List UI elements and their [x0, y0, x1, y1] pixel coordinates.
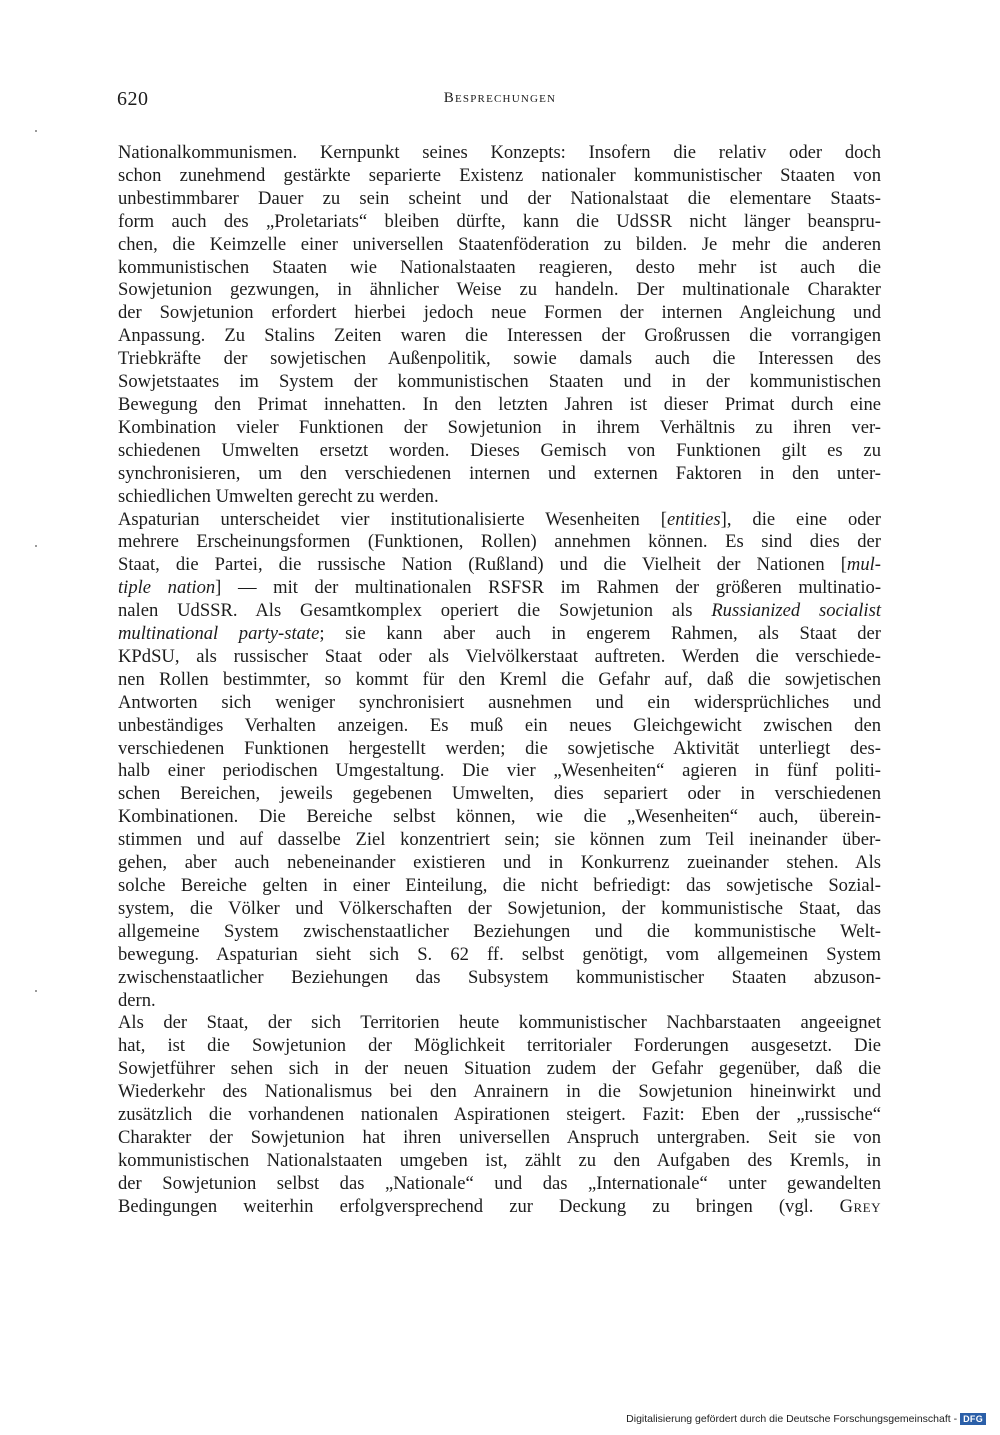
text-line: stimmen und auf dasselbe Ziel konzentriert sein; sie können zum Teil ineinander über- [118, 829, 881, 851]
text-line: chen, die Keimzelle einer universellen Staatenföderation zu bilden. Je mehr die anderen [118, 233, 881, 255]
text-line: Sowjetführer sehen sich in der neuen Situation zudem der Gefahr gegenüber, daß die [118, 1058, 881, 1080]
text-line: Anpassung. Zu Stalins Zeiten waren die Interessen der Großrussen die vorrangigen [118, 325, 881, 347]
text-line: schiedenen Umwelten ersetzt worden. Dieses Gemisch von Funktionen gilt es zu [118, 439, 881, 461]
text-line: Kombination vieler Funktionen der Sowjetunion in ihrem Verhältnis zu ihren ver- [118, 416, 881, 438]
text-line: system, die Völker und Völkerschaften der Sowjetunion, der kommunistische Staat, das [118, 897, 881, 919]
footer-credit [626, 1413, 986, 1425]
italic-term: tiple nation [118, 577, 216, 599]
text-line [118, 577, 881, 600]
paragraph-2 [118, 509, 881, 1013]
text-line: bewegung. Aspaturian sieht sich S. 62 ff. selbst genötigt, vom allgemeinen System [118, 943, 881, 965]
text-run: Bedingungen weiterhin erfolgversprechend zur Deckung zu bringen (vgl. [118, 1195, 840, 1217]
margin-mark [35, 990, 37, 992]
text-line: kommunistischen Nationalstaaten umgeben ist, zählt zu den Aufgaben des Kremls, in [118, 1149, 881, 1171]
text-line: der Sowjetunion selbst das „Nationale“ und das „Internationale“ unter gewandelten [118, 1172, 881, 1194]
paragraph-1 [118, 142, 881, 509]
text-line [118, 509, 881, 532]
text-line: zusätzlich die vorhandenen nationalen Aspirationen steigert. Fazit: Eben der „russische“ [118, 1104, 881, 1126]
text-line: zwischenstaatlicher Beziehungen das Subsystem kommunistischer Staaten abzuson- [118, 966, 881, 988]
margin-mark [35, 130, 37, 132]
text-line: Sowjetstaates im System der kommunistischen Staaten und in der kommunistischen [118, 371, 881, 393]
author-name: Grey [839, 1195, 881, 1217]
text-line: Wiederkehr des Nationalismus bei den Anrainern in die Sowjetunion hineinwirkt und [118, 1081, 881, 1103]
page-number: 620 [117, 88, 149, 110]
text-line: halb einer periodischen Umgestaltung. Die vier „Wesenheiten“ agieren in fünf politi- [118, 760, 881, 782]
text-line: Als der Staat, der sich Territorien heute kommunistischer Nachbarstaaten angeeignet [118, 1012, 881, 1034]
text-line: hat, ist die Sowjetunion der Möglichkeit territorialer Forderungen ausgesetzt. Die [118, 1035, 881, 1057]
text-run: ], die eine oder [720, 508, 881, 530]
text-line: schon zunehmend gestärkte separierte Existenz nationaler kommunistischer Staaten von [118, 164, 881, 186]
text-line: KPdSU, als russischer Staat oder als Vielvölkerstaat auftreten. Werden die verschiede- [118, 645, 881, 667]
text-line [118, 623, 881, 646]
text-run: ] — mit der multinationalen RSFSR im Rahmen der größeren multinatio- [215, 577, 882, 599]
text-line [118, 600, 881, 623]
text-run: nalen UdSSR. Als Gesamtkomplex operiert die Sowjetunion als [118, 600, 712, 622]
text-line: Kombinationen. Die Bereiche selbst können, wie die „Wesenheiten“ auch, überein- [118, 806, 881, 828]
dfg-logo-icon: DFG [960, 1413, 986, 1425]
text-line: form auch des „Proletariats“ bleiben dürfte, kann die UdSSR nicht länger beanspru- [118, 210, 881, 232]
body-text [118, 142, 881, 1219]
text-line: dern. [118, 989, 156, 1011]
running-head: Besprechungen [443, 90, 557, 106]
italic-term: Russianized socialist [711, 600, 881, 622]
text-line: Charakter der Sowjetunion hat ihren universellen Anspruch untergraben. Seit sie von [118, 1126, 881, 1148]
text-line: Antworten sich weniger synchronisiert ausnehmen und ein widersprüchliches und [118, 691, 881, 713]
paragraph-3 [118, 1012, 881, 1218]
text-line: Triebkräfte der sowjetischen Außenpolitik, sowie damals auch die Interessen des [118, 348, 881, 370]
text-run: ; sie kann aber auch in engerem Rahmen, als Staat der [319, 623, 881, 645]
text-line: schen Bereichen, jeweils gegebenen Umwelten, dies separiert oder in verschiedenen [118, 783, 881, 805]
italic-term: entities [666, 508, 721, 530]
text-line: solche Bereiche gelten in einer Einteilung, die nicht befriedigt: das sowjetische Sozial- [118, 875, 881, 896]
italic-term: mul- [846, 554, 881, 576]
text-line: verschiedenen Funktionen hergestellt werden; die sowjetische Aktivität unterliegt des- [118, 737, 881, 759]
text-line: Bewegung den Primat innehatten. In den letzten Jahren ist dieser Primat durch eine [118, 393, 881, 415]
footer-credit-text: Digitalisierung gefördert durch die Deutsche Forschungsgemeinschaft - [626, 1413, 958, 1425]
text-line: kommunistischen Staaten wie Nationalstaaten reagieren, desto mehr ist auch die [118, 256, 881, 278]
text-line: unbeständiges Verhalten anzeigen. Es muß ein neues Gleichgewicht zwischen den [118, 714, 881, 736]
text-line: mehrere Erscheinungsformen (Funktionen, Rollen) annehmen können. Es sind dies der [118, 531, 881, 553]
margin-mark [35, 545, 37, 547]
text-line [118, 554, 881, 577]
text-line: allgemeine System zwischenstaatlicher Beziehungen und die kommunistische Welt- [118, 920, 881, 942]
text-line: der Sowjetunion erfordert hierbei jedoch neue Formen der internen Angleichung und [118, 302, 881, 324]
text-line: unbestimmbarer Dauer zu sein scheint und der Nationalstaat die elementare Staats- [118, 187, 881, 209]
text-line: synchronisieren, um den verschiedenen internen und externen Faktoren in den unter- [118, 462, 881, 484]
text-line: nen Rollen bestimmter, so kommt für den Kreml die Gefahr auf, daß die sowjetischen [118, 668, 881, 690]
italic-term: multinational party-state [118, 623, 320, 645]
text-line: Nationalkommunismen. Kernpunkt seines Konzepts: Insofern die relativ oder doch [118, 142, 881, 163]
text-line [118, 1196, 881, 1219]
text-run: Staat, die Partei, die russische Nation (Rußland) und die Vielheit der Nationen [ [118, 554, 847, 576]
text-line: Sowjetunion gezwungen, in ähnlicher Weise zu handeln. Der multinationale Charakter [118, 279, 881, 301]
text-run: Aspaturian unterscheidet vier institutionalisierte Wesenheiten [ [118, 508, 667, 530]
text-line: schiedlichen Umwelten gerecht zu werden. [118, 485, 439, 507]
text-line: gehen, aber auch nebeneinander existieren und in Konkurrenz zueinander stehen. Als [118, 852, 881, 874]
